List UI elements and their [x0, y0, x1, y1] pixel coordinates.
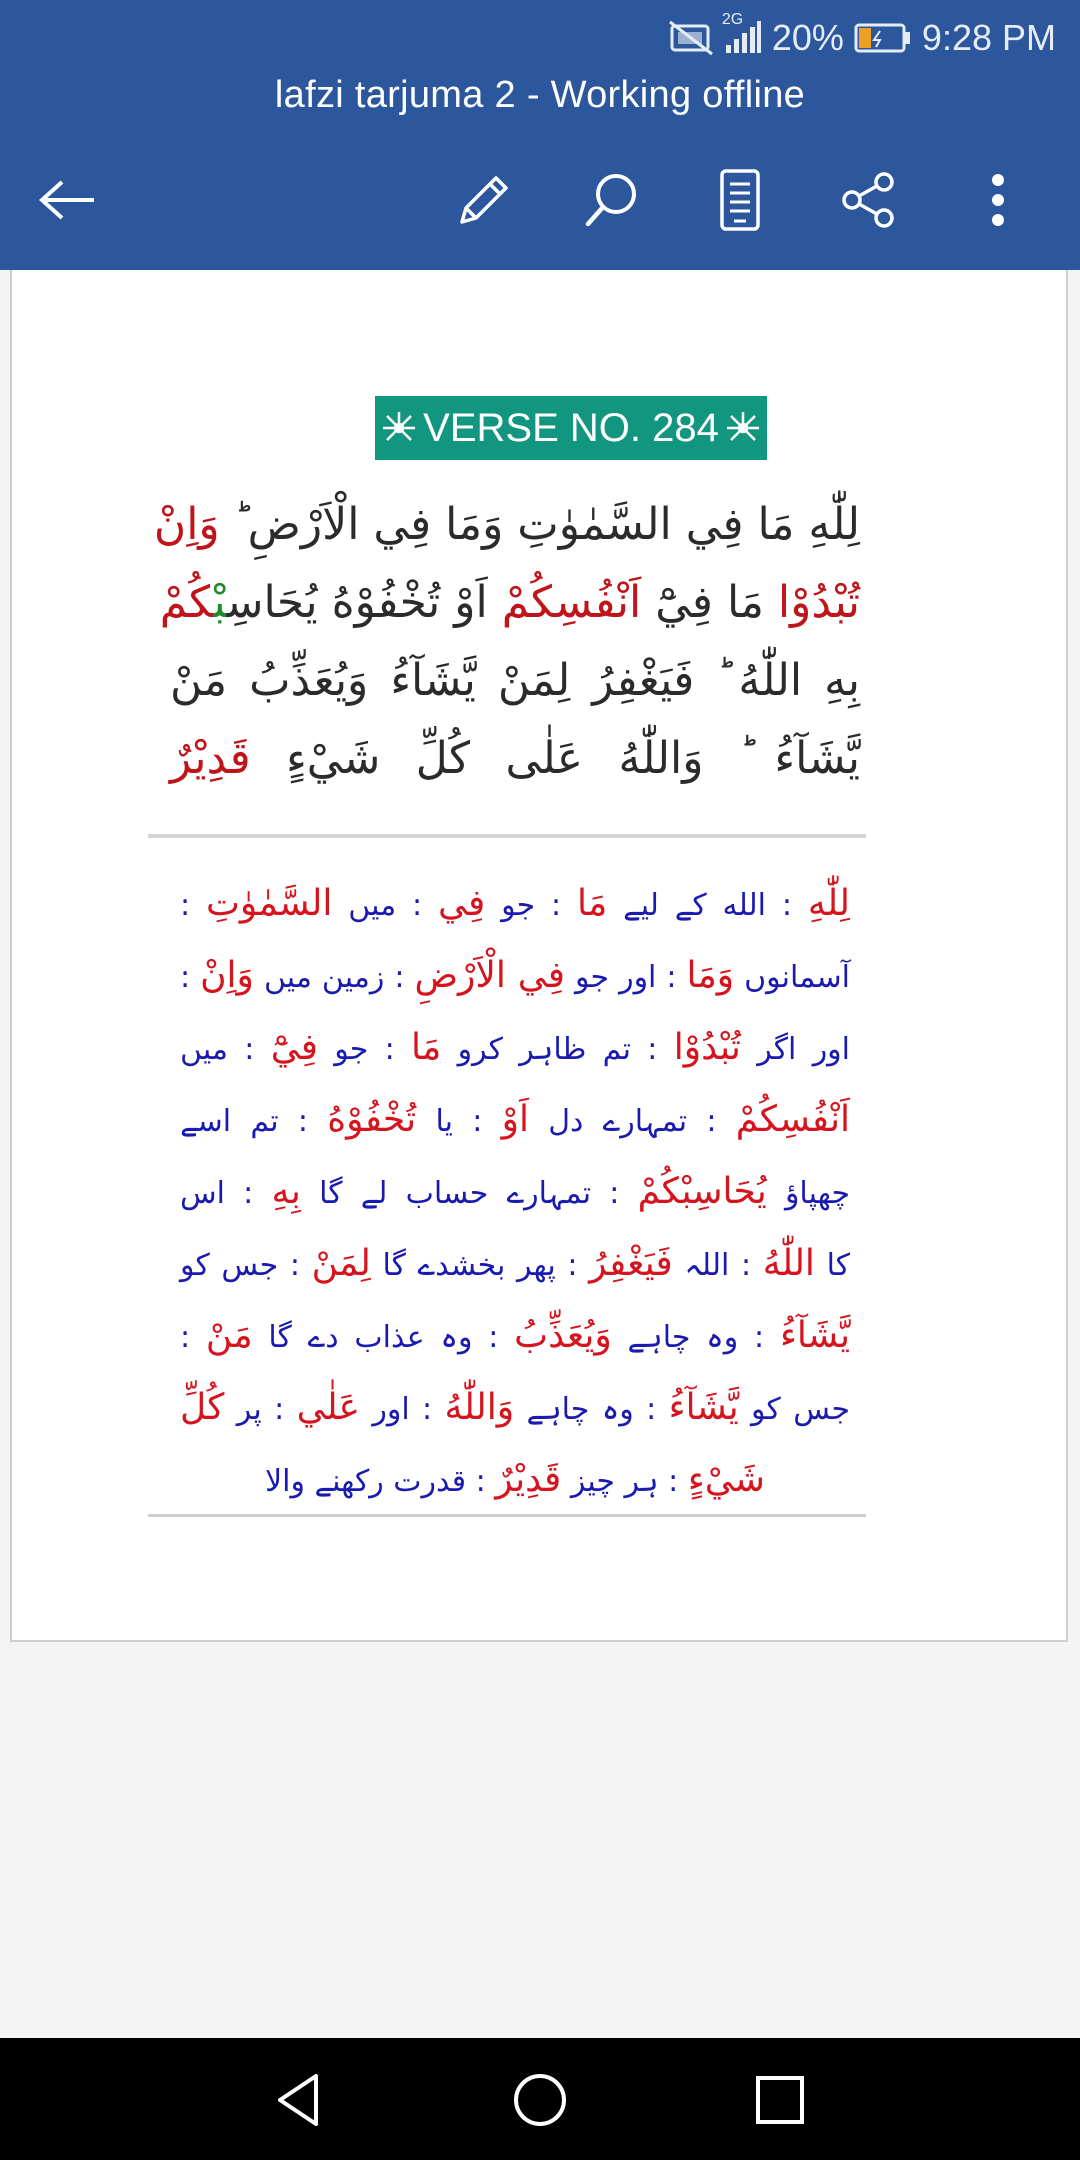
- arabic-word: شَيْءٍ: [687, 1459, 765, 1500]
- nav-back-button[interactable]: [258, 2058, 342, 2142]
- section-divider-bottom: [148, 1514, 866, 1517]
- search-icon: [582, 170, 642, 230]
- no-sim-icon: [668, 20, 714, 56]
- back-button[interactable]: [28, 160, 108, 240]
- arabic-word: لِلّٰهِ: [807, 883, 850, 924]
- urdu-meaning: جس کو: [738, 1392, 850, 1427]
- translation-line: [180, 1444, 850, 1516]
- arabic-text: بِهِ اللّٰهُ ؕ فَيَغْفِرُ لِمَنْ يَّشَآءُ وَيُعَذِّبُ مَنْ: [170, 655, 860, 706]
- urdu-meaning: :: [180, 960, 201, 995]
- urdu-meaning: : زمین میں: [253, 960, 415, 995]
- arabic-line: [153, 486, 860, 564]
- back-triangle-icon: [270, 2070, 330, 2130]
- urdu-meaning: اور اگر: [740, 1032, 851, 1067]
- pencil-icon: [454, 170, 514, 230]
- translation-line: [180, 1300, 850, 1372]
- arabic-word: فَيَغْفِرُ: [589, 1243, 673, 1284]
- arabic-word: مَنْ: [205, 1315, 253, 1356]
- system-nav-bar: [0, 2038, 1080, 2160]
- back-arrow-icon: [38, 178, 98, 222]
- arabic-line: [159, 564, 860, 642]
- leaf-ornament-icon: [379, 408, 419, 448]
- document-title: lafzi tarjuma 2 - Working offline: [274, 74, 806, 116]
- section-divider: [148, 834, 866, 838]
- urdu-meaning: : جو: [317, 1032, 412, 1067]
- reading-mode-button[interactable]: [700, 160, 780, 240]
- urdu-meaning: : الله کے لیے: [607, 888, 808, 923]
- urdu-meaning: : پر: [224, 1392, 297, 1427]
- urdu-meaning: : قدرت رکھنے والا: [265, 1464, 496, 1499]
- urdu-meaning: : تمہارے حساب لے گا: [300, 1176, 638, 1211]
- clock: 9:28 PM: [921, 17, 1056, 58]
- arabic-word: السَّمٰوٰتِ: [205, 883, 333, 924]
- leaf-ornament-icon: [723, 408, 763, 448]
- arabic-text: يَّشَآءُ ؕ وَاللّٰهُ عَلٰى كُلِّ شَيْءٍ: [250, 733, 860, 784]
- arabic-word: يُحَاسِبْكُمْ: [637, 1171, 767, 1212]
- translation-line: [180, 1372, 850, 1444]
- urdu-meaning: : اور: [359, 1392, 445, 1427]
- arabic-word: وَاِنْ: [200, 955, 254, 996]
- arabic-word: اَوْ: [501, 1099, 529, 1140]
- urdu-meaning: : یا: [416, 1104, 502, 1139]
- battery-icon: [854, 23, 912, 53]
- urdu-meaning: چھپاؤ: [766, 1176, 850, 1211]
- arabic-highlighted-word: اَنْفُسِكُمْ: [501, 577, 642, 628]
- arabic-word: مَا: [411, 1027, 442, 1068]
- urdu-meaning: : جس کو: [180, 1248, 312, 1283]
- urdu-meaning: :: [180, 1320, 206, 1355]
- reading-mode-icon: [718, 168, 762, 232]
- arabic-highlighted-word: وَاِنْ: [153, 499, 220, 550]
- arabic-word: عَلٰي: [296, 1387, 360, 1428]
- arabic-highlighted-word: تُبْدُوْا: [777, 577, 860, 628]
- arabic-word: وَاللّٰهُ: [444, 1387, 515, 1428]
- translation-line: [180, 1156, 850, 1228]
- urdu-meaning: : تم اسے: [180, 1104, 328, 1139]
- arabic-verse-text: [153, 486, 860, 798]
- word-by-word-translation: [180, 868, 850, 1516]
- arabic-word: مَا: [577, 883, 608, 924]
- arabic-word: كُلِّ: [180, 1387, 225, 1428]
- network-type: 2G: [721, 11, 744, 28]
- urdu-meaning: : اور جو: [565, 960, 687, 995]
- urdu-meaning: : میں: [332, 888, 439, 923]
- status-bar: [668, 11, 1056, 62]
- arabic-highlighted-word: بْ: [213, 577, 227, 628]
- more-options-button[interactable]: [958, 160, 1038, 240]
- arabic-word: فِي: [438, 883, 486, 924]
- edit-button[interactable]: [444, 160, 524, 240]
- urdu-meaning: آسمانوں: [734, 960, 850, 995]
- arabic-line: [170, 642, 860, 720]
- arabic-word: يَّشَآءُ: [779, 1315, 850, 1356]
- arabic-word: فِي الْاَرْضِ: [414, 955, 566, 996]
- urdu-meaning: : میں: [180, 1032, 271, 1067]
- translation-line: [180, 940, 850, 1012]
- urdu-meaning: : اس: [180, 1176, 272, 1211]
- battery-percent: 20%: [771, 17, 844, 58]
- urdu-meaning: : اللہ: [672, 1248, 763, 1283]
- urdu-meaning: : تمہارے دل: [528, 1104, 736, 1139]
- arabic-line: [170, 720, 860, 798]
- arabic-word: تُخْفُوْهُ: [327, 1099, 417, 1140]
- arabic-word: اَنْفُسِكُمْ: [735, 1099, 850, 1140]
- arabic-text: لِلّٰهِ مَا فِي السَّمٰوٰتِ وَمَا فِي الْاَرْضِ ؕ: [219, 499, 860, 550]
- arabic-word: وَيُعَذِّبُ: [514, 1315, 612, 1356]
- urdu-meaning: : پھر بخشدے گا: [370, 1248, 590, 1283]
- urdu-meaning: کا: [814, 1248, 850, 1283]
- more-vert-icon: [988, 170, 1008, 230]
- urdu-meaning: : تم ظاہر کرو: [441, 1032, 674, 1067]
- arabic-word: وَمَا: [686, 955, 735, 996]
- arabic-word: تُبْدُوْا: [673, 1027, 741, 1068]
- urdu-meaning: : وہ عذاب دے گا: [252, 1320, 515, 1355]
- share-button[interactable]: [828, 160, 908, 240]
- urdu-meaning: : وہ چاہے: [514, 1392, 669, 1427]
- translation-line: [180, 1228, 850, 1300]
- urdu-meaning: : جو: [485, 888, 577, 923]
- search-button[interactable]: [572, 160, 652, 240]
- home-circle-icon: [510, 2070, 570, 2130]
- arabic-word: لِمَنْ: [311, 1243, 371, 1284]
- arabic-highlighted-word: كُمْ: [159, 577, 214, 628]
- verse-label: VERSE NO. 284: [423, 405, 719, 450]
- nav-recents-button[interactable]: [738, 2058, 822, 2142]
- arabic-text: مَا فِيْٓ: [641, 577, 778, 628]
- arabic-word: يَّشَآءُ: [668, 1387, 739, 1428]
- urdu-meaning: : ہر چیز: [561, 1464, 688, 1499]
- translation-line: [180, 868, 850, 940]
- verse-number-badge: [375, 396, 767, 460]
- share-icon: [838, 170, 898, 230]
- urdu-meaning: : وہ چاہے: [611, 1320, 780, 1355]
- nav-home-button[interactable]: [498, 2058, 582, 2142]
- urdu-meaning: :: [180, 888, 206, 923]
- signal-icon: [721, 11, 762, 55]
- arabic-highlighted-word: قَدِيْرٌ: [170, 733, 251, 784]
- app-bar: [0, 0, 1080, 270]
- arabic-word: فِيْٓ: [270, 1027, 318, 1068]
- recents-square-icon: [750, 2070, 810, 2130]
- arabic-text: اَوْ تُخْفُوْهُ يُحَاسِ: [226, 577, 502, 628]
- arabic-word: بِهِ: [271, 1171, 301, 1212]
- translation-line: [180, 1084, 850, 1156]
- arabic-word: اللّٰهُ: [762, 1243, 815, 1284]
- translation-line: [180, 1012, 850, 1084]
- arabic-word: قَدِيْرٌ: [495, 1459, 562, 1500]
